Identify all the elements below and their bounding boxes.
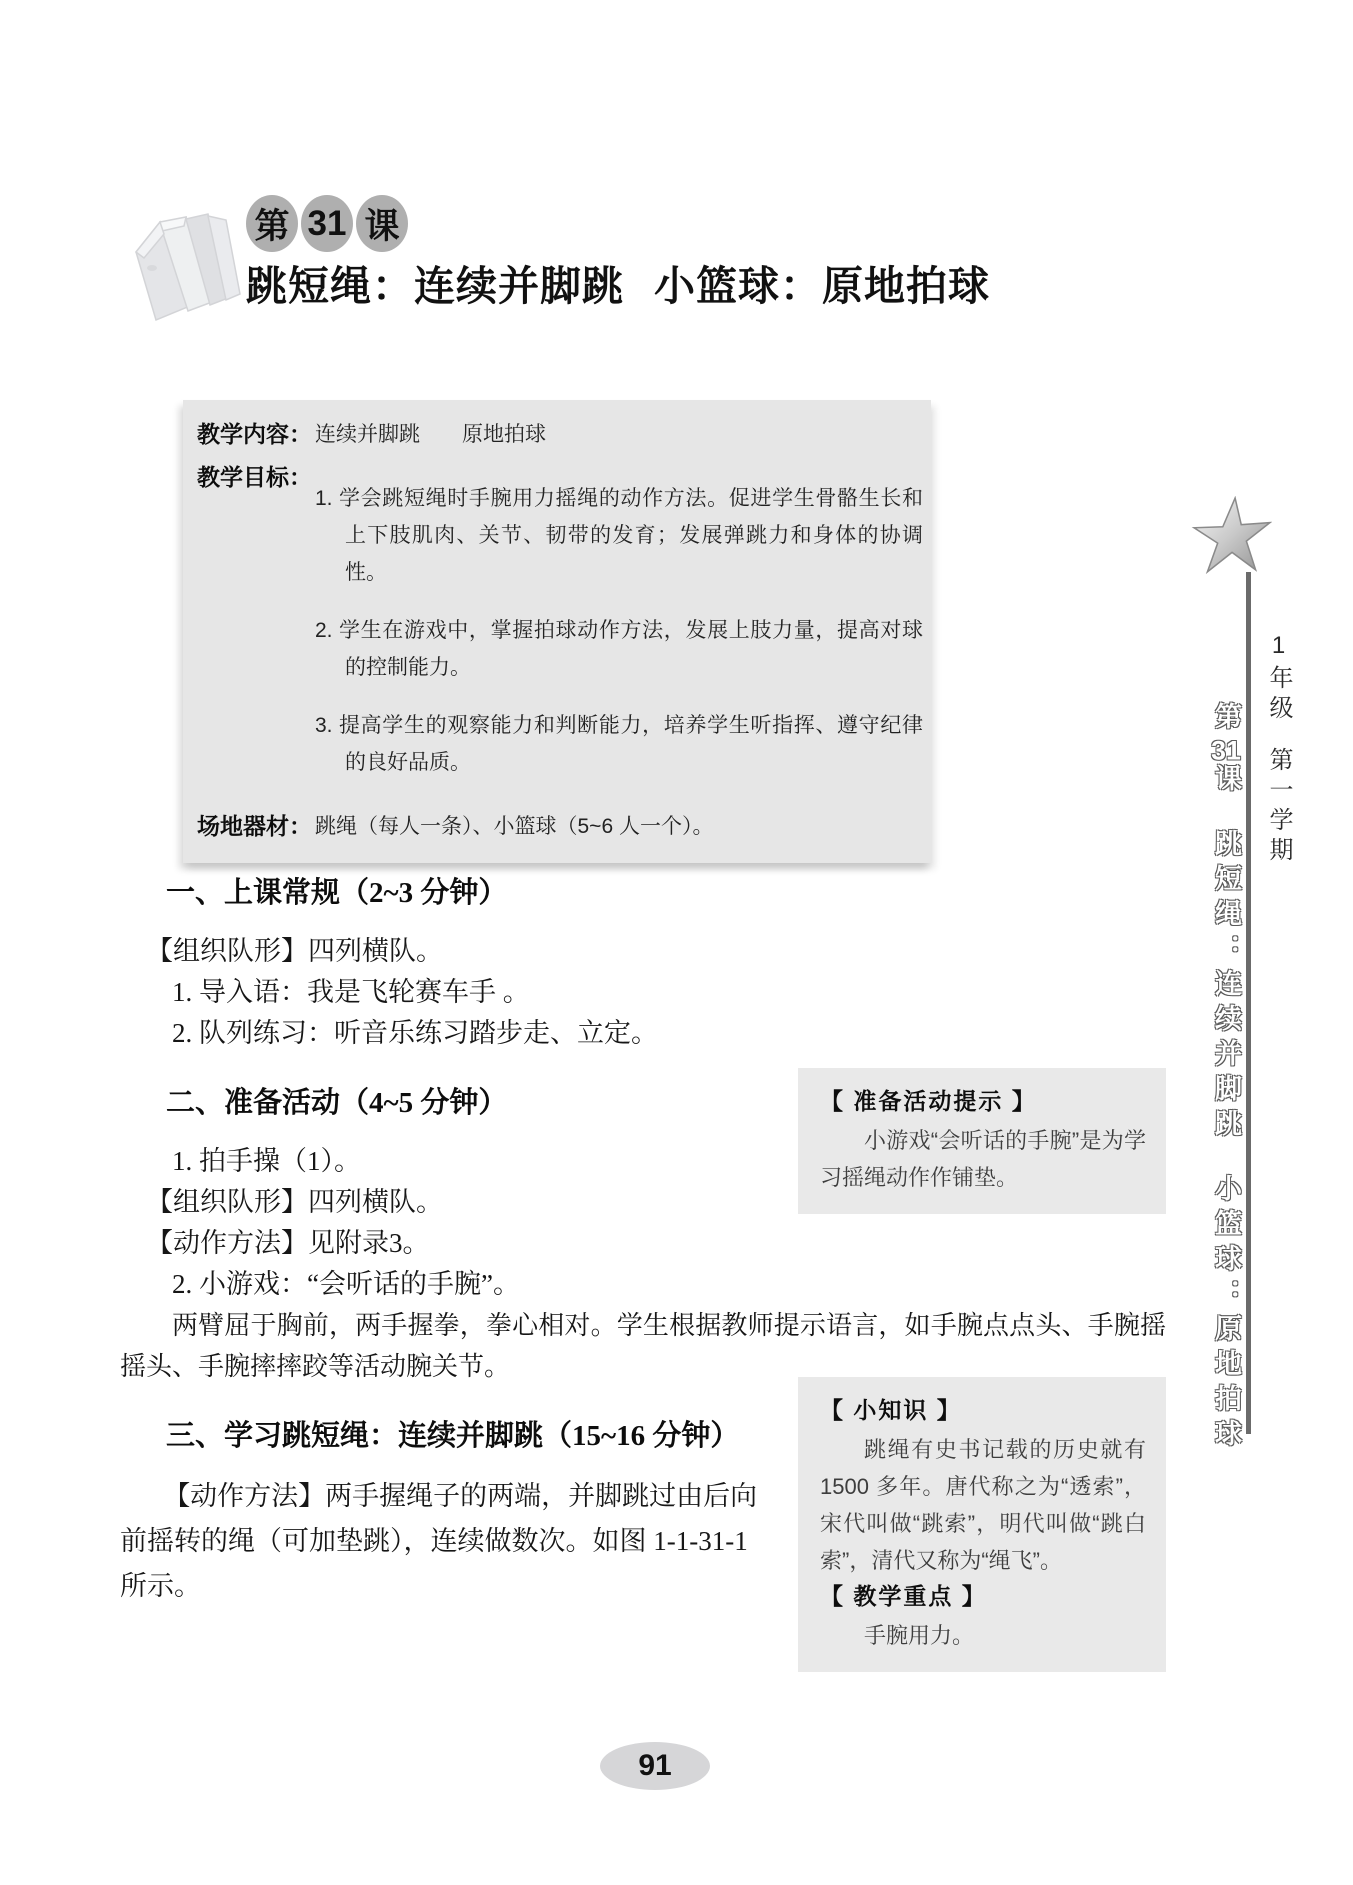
equipment-row bbox=[197, 808, 923, 845]
page-title-part2: 小篮球：原地拍球 bbox=[654, 263, 990, 309]
section-1-line: 【组织队形】四列横队。 bbox=[146, 936, 443, 966]
section-2-line: 【动作方法】见附录3。 bbox=[146, 1228, 430, 1258]
sidebar-lesson-char: 第 bbox=[1211, 702, 1241, 737]
teaching-focus-title: 【 教学重点 】 bbox=[820, 1583, 987, 1609]
teaching-objectives-label: 教学目标： bbox=[197, 464, 312, 490]
sidebar-lesson-topic1: 跳短绳：连续并脚跳 bbox=[1211, 829, 1241, 1144]
main-content bbox=[120, 870, 1166, 1690]
sidebar-grade-term bbox=[1262, 632, 1296, 867]
section-2-line: 【组织队形】四列横队。 bbox=[146, 1187, 443, 1217]
page-title bbox=[246, 253, 1086, 312]
section-1-line: 2. 队列练习：听音乐练习踏步走、立定。 bbox=[172, 1018, 658, 1048]
sidebar-lesson-digits: 31 bbox=[1211, 737, 1241, 764]
teaching-info-box bbox=[183, 400, 931, 863]
objective-item: 2. 学生在游戏中，掌握拍球动作方法，发展上肢力量，提高对球的控制能力。 bbox=[315, 619, 923, 679]
teaching-content-value: 连续并脚跳 原地拍球 bbox=[315, 423, 546, 446]
section-1-title: 一、上课常规（2~3 分钟） bbox=[166, 877, 508, 909]
teaching-objectives-list bbox=[315, 459, 923, 802]
lesson-badge-number: 31 bbox=[301, 195, 353, 252]
page-number: 91 bbox=[600, 1742, 710, 1790]
section-3-paragraph: 【动作方法】两手握绳子的两端，并脚跳过由后向前摇转的绳（可加垫跳），连续做数次。如图 1-1-31-1 所示。 bbox=[120, 1481, 758, 1601]
sidebar-lesson-char: 课 bbox=[1211, 764, 1241, 799]
star-icon bbox=[1190, 496, 1272, 578]
knowledge-title: 【 小知识 】 bbox=[820, 1397, 962, 1423]
teaching-content-label: 教学内容： bbox=[197, 421, 312, 447]
sidebar-divider-line bbox=[1246, 572, 1251, 1434]
sidebar-lesson-title bbox=[1196, 702, 1246, 1454]
section-1-line: 1. 导入语：我是飞轮赛车手 。 bbox=[172, 977, 530, 1007]
teaching-focus-body: 手腕用力。 bbox=[864, 1623, 975, 1648]
prep-tip-body: 小游戏“会听话的手腕”是为学习摇绳动作作铺垫。 bbox=[820, 1128, 1146, 1190]
prep-tip-callout bbox=[798, 1068, 1166, 1214]
objective-item: 3. 提高学生的观察能力和判断能力，培养学生听指挥、遵守纪律的良好品质。 bbox=[315, 714, 923, 774]
lesson-badge bbox=[246, 195, 408, 252]
section-2-title: 二、准备活动（4~5 分钟） bbox=[166, 1087, 508, 1119]
section-2-line: 1. 拍手操（1）。 bbox=[172, 1146, 361, 1176]
teaching-content-row bbox=[197, 416, 923, 453]
knowledge-callout bbox=[798, 1377, 1166, 1672]
prep-tip-title: 【 准备活动提示 】 bbox=[820, 1088, 1037, 1114]
equipment-value: 跳绳（每人一条）、小篮球（5~6 人一个）。 bbox=[315, 815, 714, 838]
section-2-paragraph: 两臂屈于胸前，两手握拳，拳心相对。学生根据教师提示语言，如手腕点点头、手腕摇摇头、手腕摔摔跤等活动腕关节。 bbox=[120, 1311, 1166, 1381]
teaching-objectives-row bbox=[197, 459, 923, 802]
sidebar-term: 第一学期 bbox=[1265, 747, 1292, 867]
knowledge-body: 跳绳有史书记载的历史就有 1500 多年。唐代称之为“透索”，宋代叫做“跳索”，明代叫做“跳白索”，清代又称为“绳飞”。 bbox=[820, 1437, 1146, 1573]
section-3-title: 三、学习跳短绳：连续并脚跳（15~16 分钟） bbox=[166, 1420, 740, 1452]
lesson-badge-char: 课 bbox=[356, 195, 408, 252]
objective-item: 1. 学会跳短绳时手腕用力摇绳的动作方法。促进学生骨骼生长和上下肢肌肉、关节、韧带的发育；发展弹跳力和身体的协调性。 bbox=[315, 487, 923, 584]
page-title-part1: 跳短绳：连续并脚跳 bbox=[246, 263, 624, 309]
lesson-badge-char: 第 bbox=[246, 195, 298, 252]
books-icon bbox=[122, 190, 250, 322]
section-2-line: 2. 小游戏：“会听话的手腕”。 bbox=[172, 1269, 520, 1299]
sidebar-lesson-number bbox=[1211, 702, 1241, 799]
sidebar-lesson-topic2: 小篮球：原地拍球 bbox=[1211, 1174, 1241, 1454]
sidebar-grade: 1年级 bbox=[1265, 632, 1292, 725]
equipment-label: 场地器材： bbox=[197, 813, 312, 839]
